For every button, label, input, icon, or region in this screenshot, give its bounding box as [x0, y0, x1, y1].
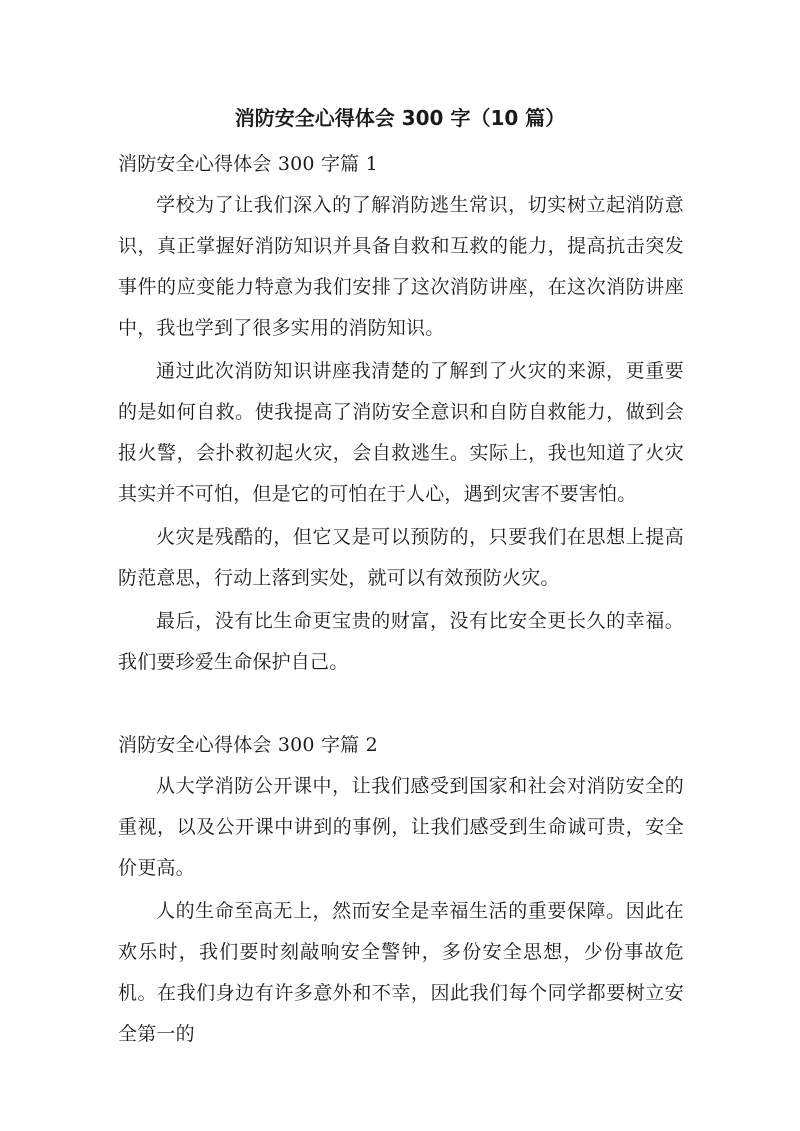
paragraph: 人的生命至高无上，然而安全是幸福生活的重要保障。因此在欢乐时，我们要时刻敲响安全警钟，多份安全思想，少份事故危机。在我们身边有许多意外和不幸，因此我们每个同学都要树立安全第一的	[118, 900, 684, 1045]
document-title: 消防安全心得体会 300 字（10 篇）	[234, 106, 566, 130]
paragraph: 学校为了让我们深入的了解消防逃生常识，切实树立起消防意识，真正掌握好消防知识并具备自救和互救的能力，提高抗击突发事件的应变能力特意为我们安排了这次消防讲座，在这次消防讲座中，我也学到了很多实用的消防知识。	[118, 194, 684, 339]
paragraph: 火灾是残酷的，但它又是可以预防的，只要我们在思想上提高防范意思，行动上落到实处，就可以有效预防火灾。	[118, 526, 684, 589]
section-2	[118, 725, 684, 1055]
document-body	[118, 144, 684, 1057]
section-heading: 消防安全心得体会 300 字篇 2	[118, 734, 378, 756]
section-heading: 消防安全心得体会 300 字篇 1	[118, 153, 378, 175]
paragraph: 最后，没有比生命更宝贵的财富，没有比安全更长久的幸福。我们要珍爱生命保护自己。	[118, 610, 684, 673]
paragraph: 从大学消防公开课中，让我们感受到国家和社会对消防安全的重视，以及公开课中讲到的事例，让我们感受到生命诚可贵，安全价更高。	[118, 775, 684, 879]
section-spacer	[118, 685, 684, 725]
paragraph: 通过此次消防知识讲座我清楚的了解到了火灾的来源，更重要的是如何自救。使我提高了消防安全意识和自防自救能力，做到会报火警，会扑救初起火灾，会自救逃生。实际上，我也知道了火灾其实并不可怕，但是它的可怕在于人心，遇到灾害不要害怕。	[118, 360, 684, 505]
section-1	[118, 144, 684, 683]
